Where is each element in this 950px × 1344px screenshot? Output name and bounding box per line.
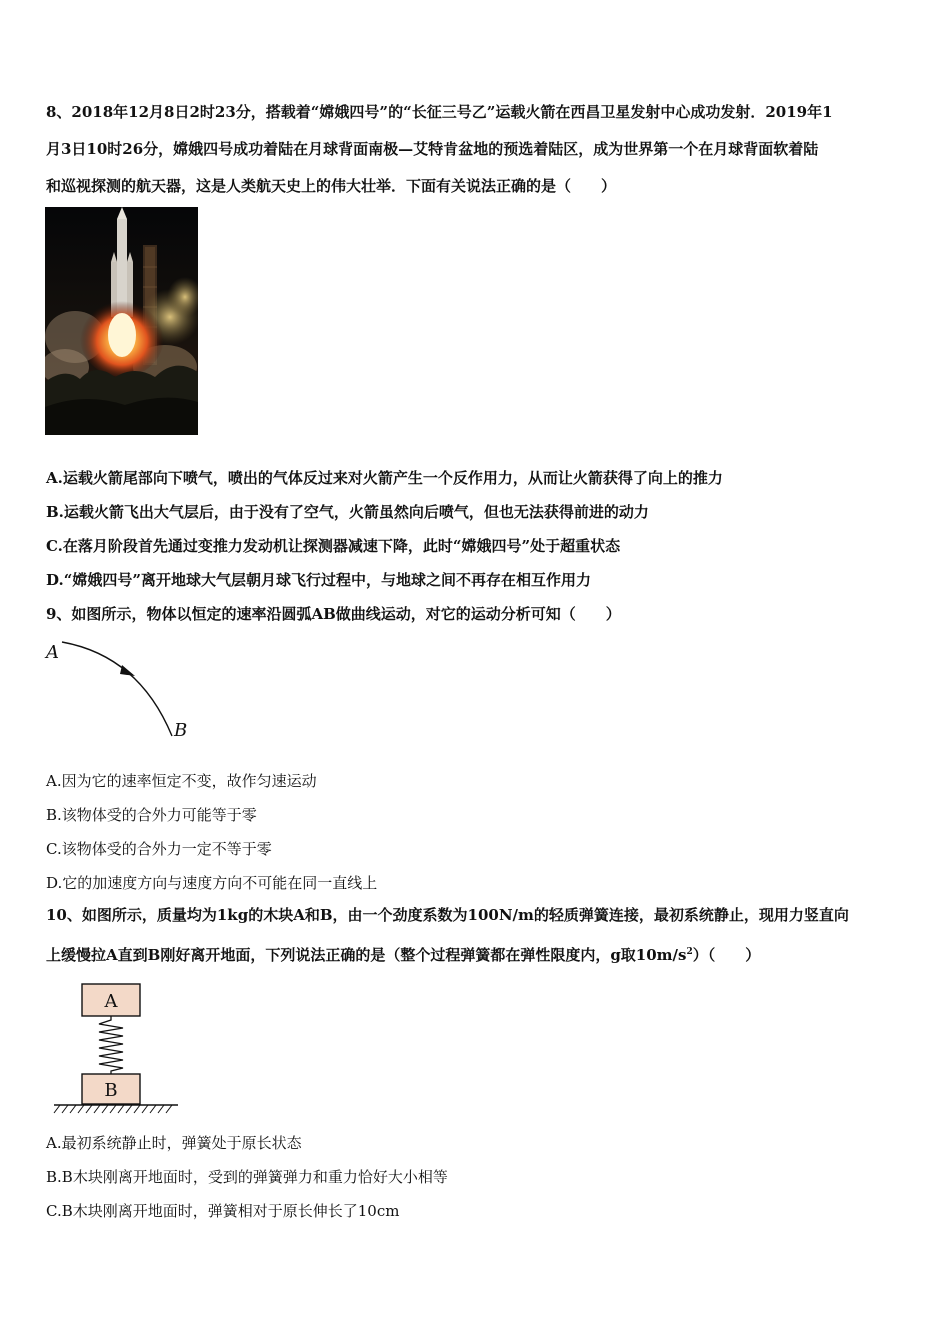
q10-option-c: C.B木块刚离开地面时，弹簧相对于原长伸长了10cm	[46, 1202, 400, 1220]
rocket-launch-photo	[45, 207, 198, 435]
q10-stem-line-2-end: ）（ ）	[692, 946, 761, 964]
arc-point-a-label: A	[46, 642, 59, 663]
q8-stem-line-2: 月3日10时26分，嫦娥四号成功着陆在月球背面南极—艾特肯盆地的预选着陆区，成为世界第一个在月球背面软着陆	[46, 140, 819, 158]
q10-stem-line-2	[46, 942, 760, 965]
q10-option-a: A.最初系统静止时，弹簧处于原长状态	[46, 1134, 302, 1152]
q10-stem-line-2-text: 上缓慢拉A直到B刚好离开地面，下列说法正确的是（整个过程弹簧都在弹性限度内，g取10m/s	[46, 946, 687, 964]
q10-option-b: B.B木块刚离开地面时，受到的弹簧弹力和重力恰好大小相等	[46, 1168, 448, 1186]
q8-option-d: D.“嫦娥四号”离开地球大气层朝月球飞行过程中，与地球之间不再存在相互作用力	[46, 571, 591, 589]
spring-blocks-figure	[50, 982, 182, 1118]
arc-point-b-label: B	[174, 720, 188, 741]
q9-option-a: A.因为它的速率恒定不变，故作匀速运动	[46, 772, 317, 790]
q8-option-c: C.在落月阶段首先通过变推力发动机让探测器减速下降，此时“嫦娥四号”处于超重状态	[46, 537, 621, 555]
arc-ab-figure	[44, 636, 204, 746]
q8-stem-line-3: 和巡视探测的航天器，这是人类航天史上的伟大壮举．下面有关说法正确的是（ ）	[46, 177, 617, 195]
block-a-label: A	[104, 991, 118, 1012]
q8-stem-line-1: 8、2018年12月8日2时23分，搭载着“嫦娥四号”的“长征三号乙”运载火箭在西昌卫星发射中心成功发射．2019年1	[46, 103, 833, 121]
q9-stem: 9、如图所示，物体以恒定的速率沿圆弧AB做曲线运动，对它的运动分析可知（ ）	[46, 605, 621, 623]
block-b-label: B	[104, 1080, 118, 1101]
q8-option-b: B.运载火箭飞出大气层后，由于没有了空气，火箭虽然向后喷气，但也无法获得前进的动力	[46, 503, 649, 521]
q8-option-a: A.运载火箭尾部向下喷气，喷出的气体反过来对火箭产生一个反作用力，从而让火箭获得了向上的推力	[46, 469, 723, 487]
q9-option-d: D.它的加速度方向与速度方向不可能在同一直线上	[46, 874, 378, 892]
q10-stem-superscript: 2	[686, 947, 693, 957]
q10-stem-line-1: 10、如图所示，质量均为1kg的木块A和B，由一个劲度系数为100N/m的轻质弹簧连接，最初系统静止，现用力竖直向	[46, 906, 849, 924]
q9-option-b: B.该物体受的合外力可能等于零	[46, 806, 257, 824]
q9-option-c: C.该物体受的合外力一定不等于零	[46, 840, 272, 858]
